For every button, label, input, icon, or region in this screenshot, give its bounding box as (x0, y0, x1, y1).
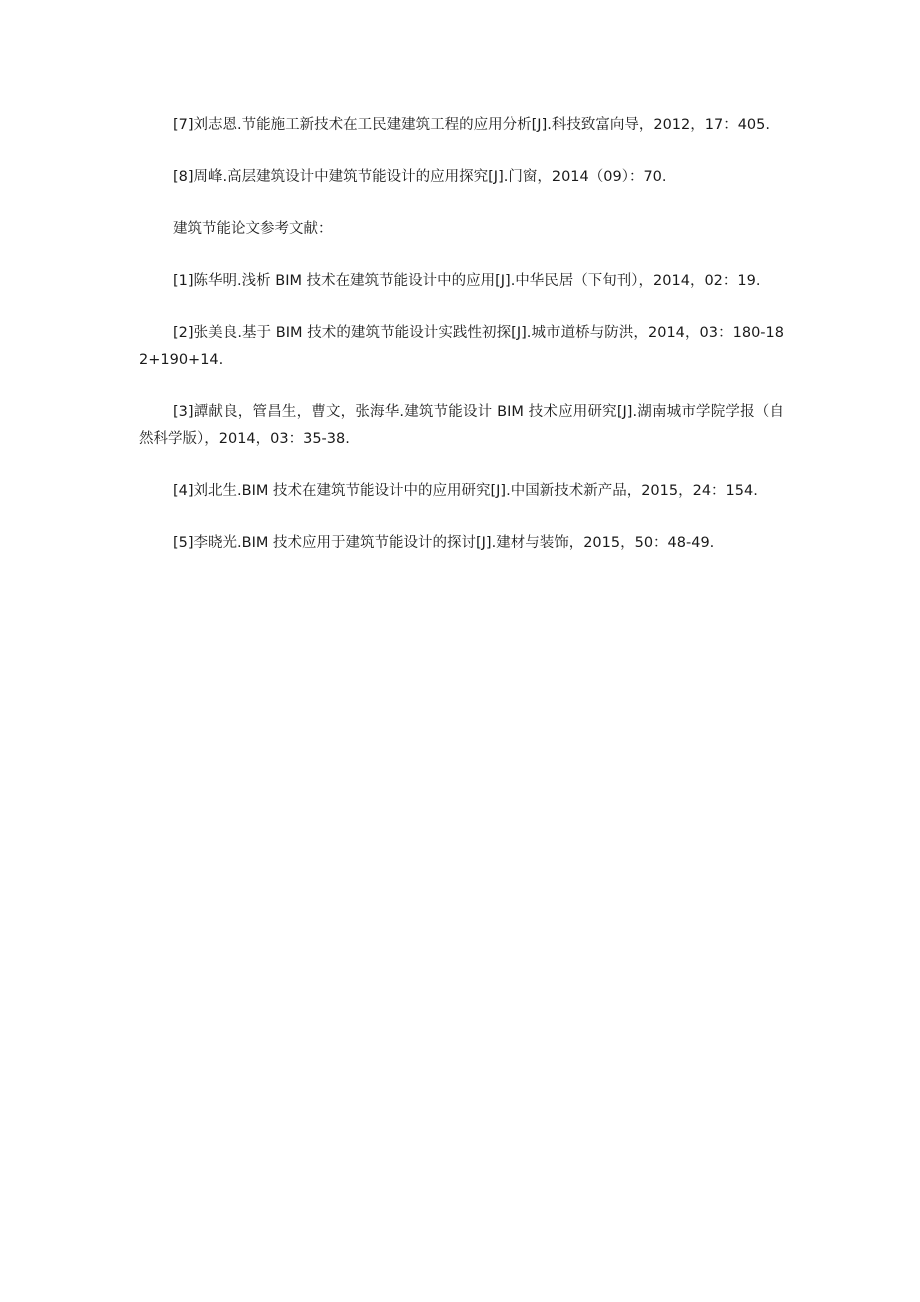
reference-item-1: [1]陈华明.浅析 BIM 技术在建筑节能设计中的应用[J].中华民居（下旬刊），2014，02：19. (173, 273, 761, 289)
reference-item-5: [5]李晓光.BIM 技术应用于建筑节能设计的探讨[J].建材与装饰，2015，50：48-49. (173, 535, 715, 551)
references-heading: 建筑节能论文参考文献： (173, 221, 333, 237)
reference-item-7: [7]刘志恩.节能施工新技术在工民建建筑工程的应用分析[J].科技致富向导，2012，17：405. (173, 117, 770, 133)
reference-item-8: [8]周峰.高层建筑设计中建筑节能设计的应用探究[J].门窗，2014（09）：70. (173, 169, 667, 185)
document-body (139, 112, 784, 582)
reference-item-3: [3]譚献良，管昌生，曹文，张海华.建筑节能设计 BIM 技术应用研究[J].湖南城市学院学报（自然科学版），2014，03：35-38. (139, 404, 784, 447)
reference-item-2: [2]张美良.基于 BIM 技术的建筑节能设计实践性初探[J].城市道桥与防洪，2014，03：180-182+190+14. (139, 325, 784, 368)
reference-item-4: [4]刘北生.BIM 技术在建筑节能设计中的应用研究[J].中国新技术新产品，2015，24：154. (173, 483, 758, 499)
